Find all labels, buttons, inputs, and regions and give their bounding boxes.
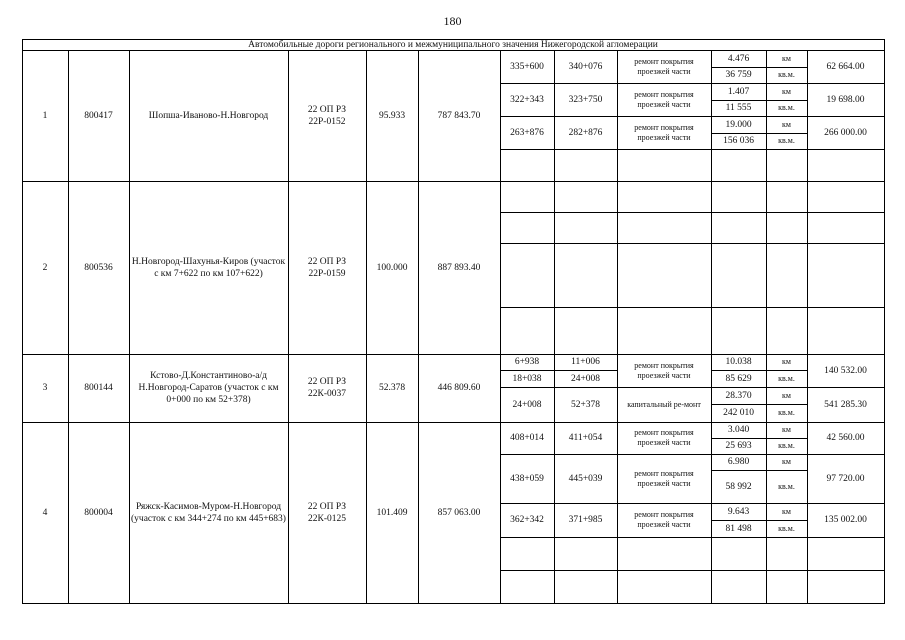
unit-km: км: [782, 357, 791, 366]
road-code: 22 ОП РЗ 22К-0125: [307, 501, 347, 524]
unit-sqm: кв.м.: [778, 373, 795, 383]
work-cost: 140 532.00: [824, 365, 867, 376]
road-id: 800417: [84, 110, 113, 121]
road-name: Шопша-Иваново-Н.Новгород: [148, 110, 269, 121]
road-length: 95.933: [378, 110, 406, 121]
road-amount: 787 843.70: [437, 110, 481, 121]
work-type: ремонт покрытия проезжей части: [634, 89, 694, 109]
work-cost: 135 002.00: [824, 515, 867, 525]
road-amount: 446 809.60: [437, 383, 481, 393]
segment-start: 322+343: [510, 94, 544, 105]
row-number: 2: [42, 262, 48, 273]
segment-start: 6+938: [514, 357, 540, 367]
unit-km: км: [782, 86, 791, 96]
work-area: 156 036: [723, 136, 754, 146]
work-area: 11 555: [725, 103, 752, 113]
road-name: Ряжск-Касимов-Муром-Н.Новгород (участок с км 344+274 по км 445+683): [131, 501, 286, 524]
work-length: 9.643: [727, 506, 750, 517]
work-area: 81 498: [725, 523, 752, 534]
work-cost: 62 664.00: [826, 61, 865, 72]
segment-end: 11+006: [571, 357, 600, 367]
segment-start: 438+059: [510, 473, 544, 484]
work-type: ремонт покрытия проезжей части: [634, 468, 694, 488]
segment-start: 335+600: [510, 61, 544, 72]
road-id: 800004: [84, 507, 113, 518]
segment-end: 282+876: [568, 127, 603, 138]
road-code: 22 ОП РЗ 22Р-0152: [307, 104, 347, 127]
grid-line: [500, 149, 885, 150]
segment-end: 371+985: [568, 515, 603, 525]
road-name: Кстово-Д.Константиново-а/д Н.Новгород-Саратов (участок с км 0+000 по км 52+378): [138, 371, 279, 405]
road-id: 800144: [84, 383, 113, 393]
work-type: ремонт покрытия проезжей части: [634, 510, 694, 529]
unit-sqm: кв.м.: [778, 408, 795, 417]
work-length: 28.370: [725, 390, 752, 401]
work-cost: 19 698.00: [826, 94, 865, 105]
segment-start: 408+014: [510, 433, 544, 443]
unit-sqm: кв.м.: [778, 70, 795, 79]
row-number: 3: [42, 383, 48, 393]
work-area: 25 693: [725, 441, 752, 451]
row-number: 4: [42, 507, 48, 518]
segment-end: 323+750: [568, 94, 603, 105]
unit-sqm: кв.м.: [778, 136, 795, 145]
segment-start: 24+008: [512, 399, 542, 410]
road-code: 22 ОП РЗ 22К-0037: [307, 377, 347, 399]
unit-sqm: кв.м.: [778, 103, 795, 112]
segment-end: 445+039: [568, 473, 603, 484]
grid-line: [500, 537, 885, 538]
work-length: 3.040: [727, 425, 750, 435]
unit-km: км: [782, 119, 791, 129]
segment-end: 340+076: [568, 61, 603, 72]
work-cost: 42 560.00: [826, 433, 865, 443]
segment-end: 24+008: [570, 373, 601, 384]
work-cost: 266 000.00: [824, 127, 867, 138]
unit-km: км: [782, 53, 791, 63]
grid-line: [22, 603, 885, 604]
segment-start: 18+038: [512, 373, 542, 384]
work-type: ремонт покрытия проезжей части: [634, 122, 694, 142]
work-length: 10.038: [725, 357, 752, 367]
work-type: ремонт покрытия проезжей части: [634, 56, 694, 76]
grid-line: [500, 307, 885, 308]
segment-end: 411+054: [568, 433, 603, 443]
grid-line: [500, 570, 885, 571]
segment-start: 362+342: [510, 515, 544, 525]
road-length: 52.378: [378, 383, 406, 393]
work-area: 242 010: [723, 408, 754, 418]
road-amount: 857 063.00: [437, 507, 481, 518]
unit-km: км: [782, 390, 791, 400]
work-length: 19.000: [725, 119, 752, 130]
work-area: 36 759: [725, 70, 752, 80]
road-length: 100.000: [376, 262, 408, 273]
work-length: 4.476: [727, 53, 750, 64]
work-cost: 541 285.30: [824, 399, 867, 410]
unit-km: км: [782, 506, 791, 516]
work-length: 6.980: [727, 457, 750, 467]
road-id: 800536: [84, 262, 113, 273]
table-header: Автомобильные дороги регионального и межмуниципального значения Нижегородской агломерации: [248, 39, 658, 50]
row-number: 1: [42, 110, 48, 121]
road-code: 22 ОП РЗ 22Р-0159: [307, 256, 347, 279]
segment-start: 263+876: [510, 127, 544, 138]
work-cost: 97 720.00: [826, 473, 865, 484]
grid-line: [500, 212, 885, 213]
unit-sqm: кв.м.: [778, 523, 795, 533]
road-amount: 887 893.40: [437, 262, 481, 273]
work-area: 85 629: [725, 373, 752, 384]
unit-km: км: [782, 457, 791, 466]
work-area: 58 992: [725, 481, 752, 492]
work-type: ремонт покрытия проезжей части: [634, 360, 694, 380]
grid-line: [500, 243, 885, 244]
road-length: 101.409: [376, 507, 408, 518]
unit-km: км: [782, 425, 791, 434]
page-number: 180: [443, 14, 462, 28]
road-name: Н.Новгород-Шахунья-Киров (участок с км 7+622 по км 107+622): [131, 256, 286, 279]
unit-sqm: кв.м.: [778, 441, 795, 450]
unit-sqm: кв.м.: [778, 481, 795, 491]
work-type: капитальный ре-монт: [627, 399, 701, 409]
grid-line: [884, 50, 885, 604]
work-length: 1.407: [727, 86, 750, 97]
segment-end: 52+378: [570, 399, 601, 410]
work-type: ремонт покрытия проезжей части: [634, 428, 694, 447]
